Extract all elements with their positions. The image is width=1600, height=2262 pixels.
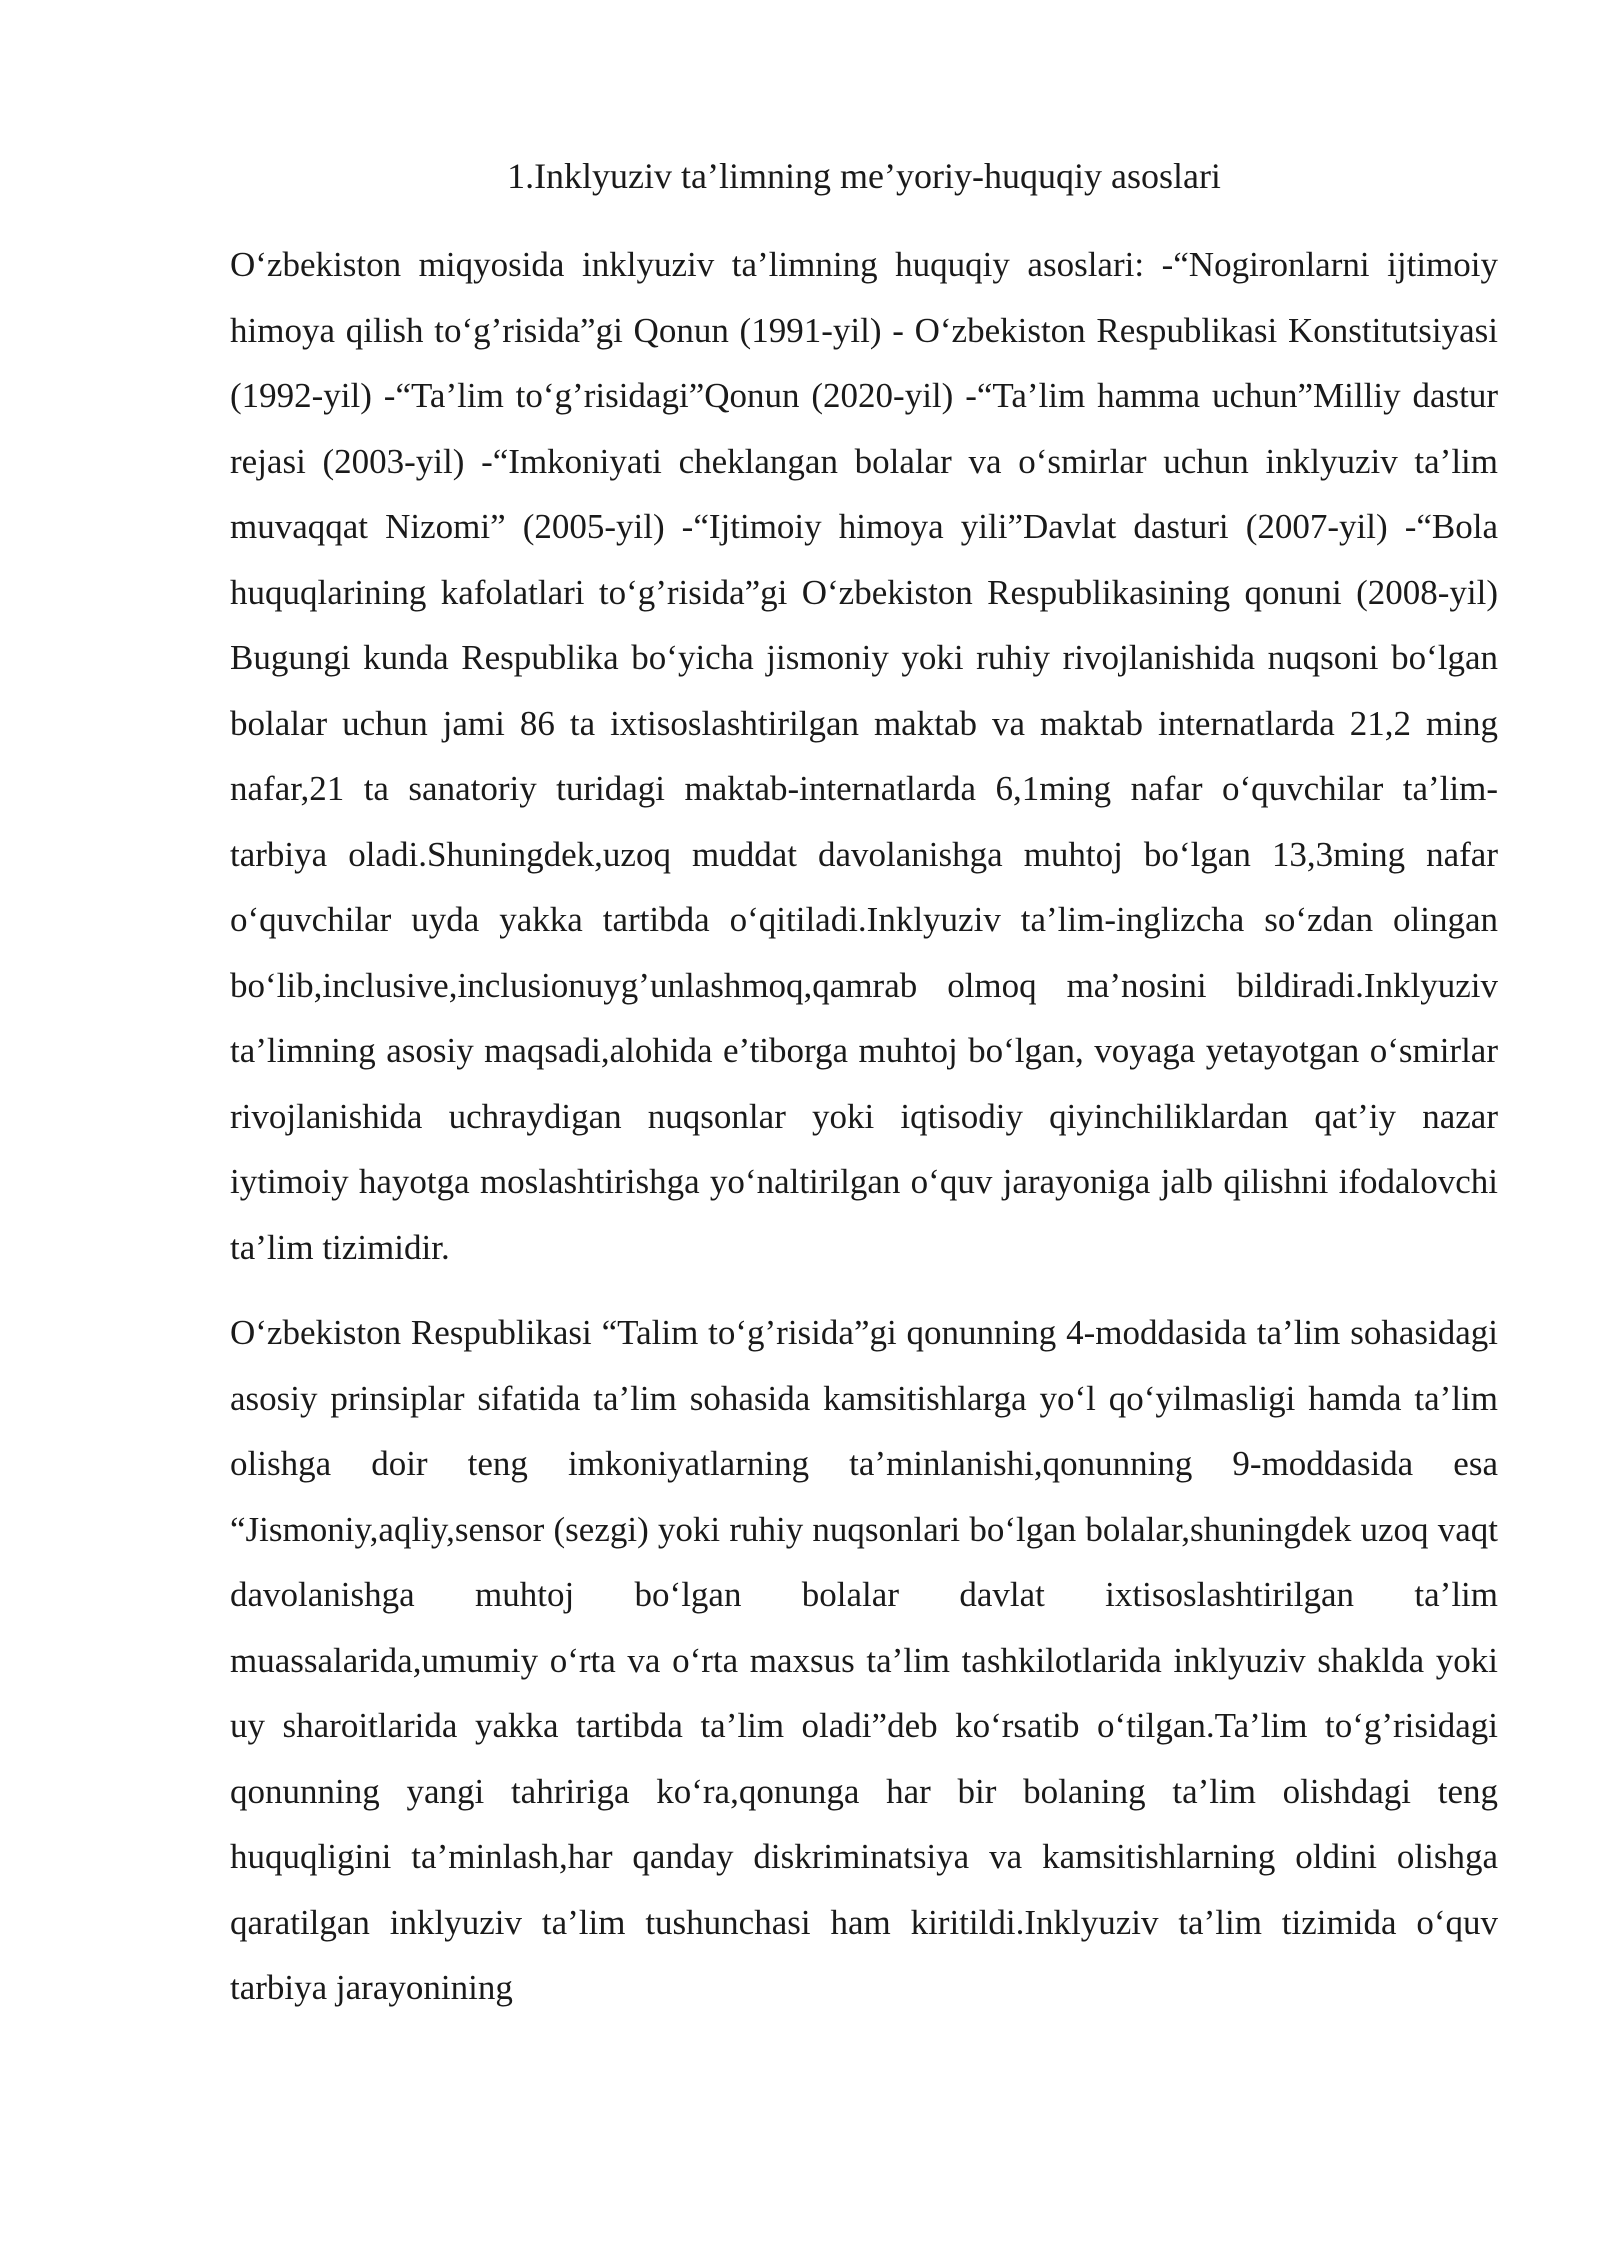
document-body	[230, 150, 1498, 2041]
document-title: 1.Inklyuziv ta’limning me’yoriy-huquqiy asoslari	[507, 156, 1221, 196]
paragraph-legal-basis: O‘zbekiston miqyosida inklyuziv ta’limning huquqiy asoslari: -“Nogironlarni ijtimoiy himoya qilish to‘g’risida”gi Qonun (1991-yil) - O‘zbekiston Respublikasi Konstitutsiyasi (1992-yil) -“Ta’lim to‘g’risidagi”Qonun (2020-yil) -“Ta’lim hamma uchun”Milliy dastur rejasi (2003-yil) -“Imkoniyati cheklangan bolalar va o‘smirlar uchun inklyuziv ta’lim muvaqqat Nizomi” (2005-yil) -“Ijtimoiy himoya yili”Davlat dasturi (2007-yil) -“Bola huquqlarining kafolatlari to‘g’risida”gi O‘zbekiston Respublikasining qonuni (2008-yil) Bugungi kunda Respublika bo‘yicha jismoniy yoki ruhiy rivojlanishida nuqsoni bo‘lgan bolalar uchun jami 86 ta ixtisoslashtirilgan maktab va maktab internatlarda 21,2 ming nafar,21 ta sanatoriy turidagi maktab-internatlarda 6,1ming nafar o‘quvchilar ta’lim-tarbiya oladi.Shuningdek,uzoq muddat davolanishga muhtoj bo‘lgan 13,3ming nafar o‘quvchilar uyda yakka tartibda o‘qitiladi.Inklyuziv ta’lim-inglizcha so‘zdan olingan bo‘lib,inclusive,inclusionuyg’unlashmoq,qamrab olmoq ma’nosini bildiradi.Inklyuziv ta’limning asosiy maqsadi,alohida e’tiborga muhtoj bo‘lgan, voyaga yetayotgan o‘smirlar rivojlanishida uchraydigan nuqsonlar yoki iqtisodiy qiyinchiliklardan qat’iy nazar iytimoiy hayotga moslashtirishga yo‘naltirilgan o‘quv jarayoniga jalb qilishni ifodalovchi ta’lim tizimidir.	[230, 245, 1498, 1267]
paragraph-education-law: O‘zbekiston Respublikasi “Talim to‘g’risida”gi qonunning 4-moddasida ta’lim sohasidagi asosiy prinsiplar sifatida ta’lim sohasida kamsitishlarga yo‘l qo‘yilmasligi hamda ta’lim olishga doir teng imkoniyatlarning ta’minlanishi,qonunning 9-moddasida esa “Jismoniy,aqliy,sensor (sezgi) yoki ruhiy nuqsonlari bo‘lgan bolalar,shuningdek uzoq vaqt davolanishga muhtoj bo‘lgan bolalar davlat ixtisoslashtirilgan ta’lim muassalarida,umumiy o‘rta va o‘rta maxsus ta’lim tashkilotlarida inklyuziv shaklda yoki uy sharoitlarida yakka tartibda ta’lim oladi”deb ko‘rsatib o‘tilgan.Ta’lim to‘g’risidagi qonunning yangi tahririga ko‘ra,qonunga har bir bolaning ta’lim olishdagi teng huquqligini ta’minlash,har qanday diskriminatsiya va kamsitishlarning oldini olishga qaratilgan inklyuziv ta’lim tushunchasi ham kiritildi.Inklyuziv ta’lim tizimida o‘quv tarbiya jarayonining	[230, 1313, 1498, 2007]
